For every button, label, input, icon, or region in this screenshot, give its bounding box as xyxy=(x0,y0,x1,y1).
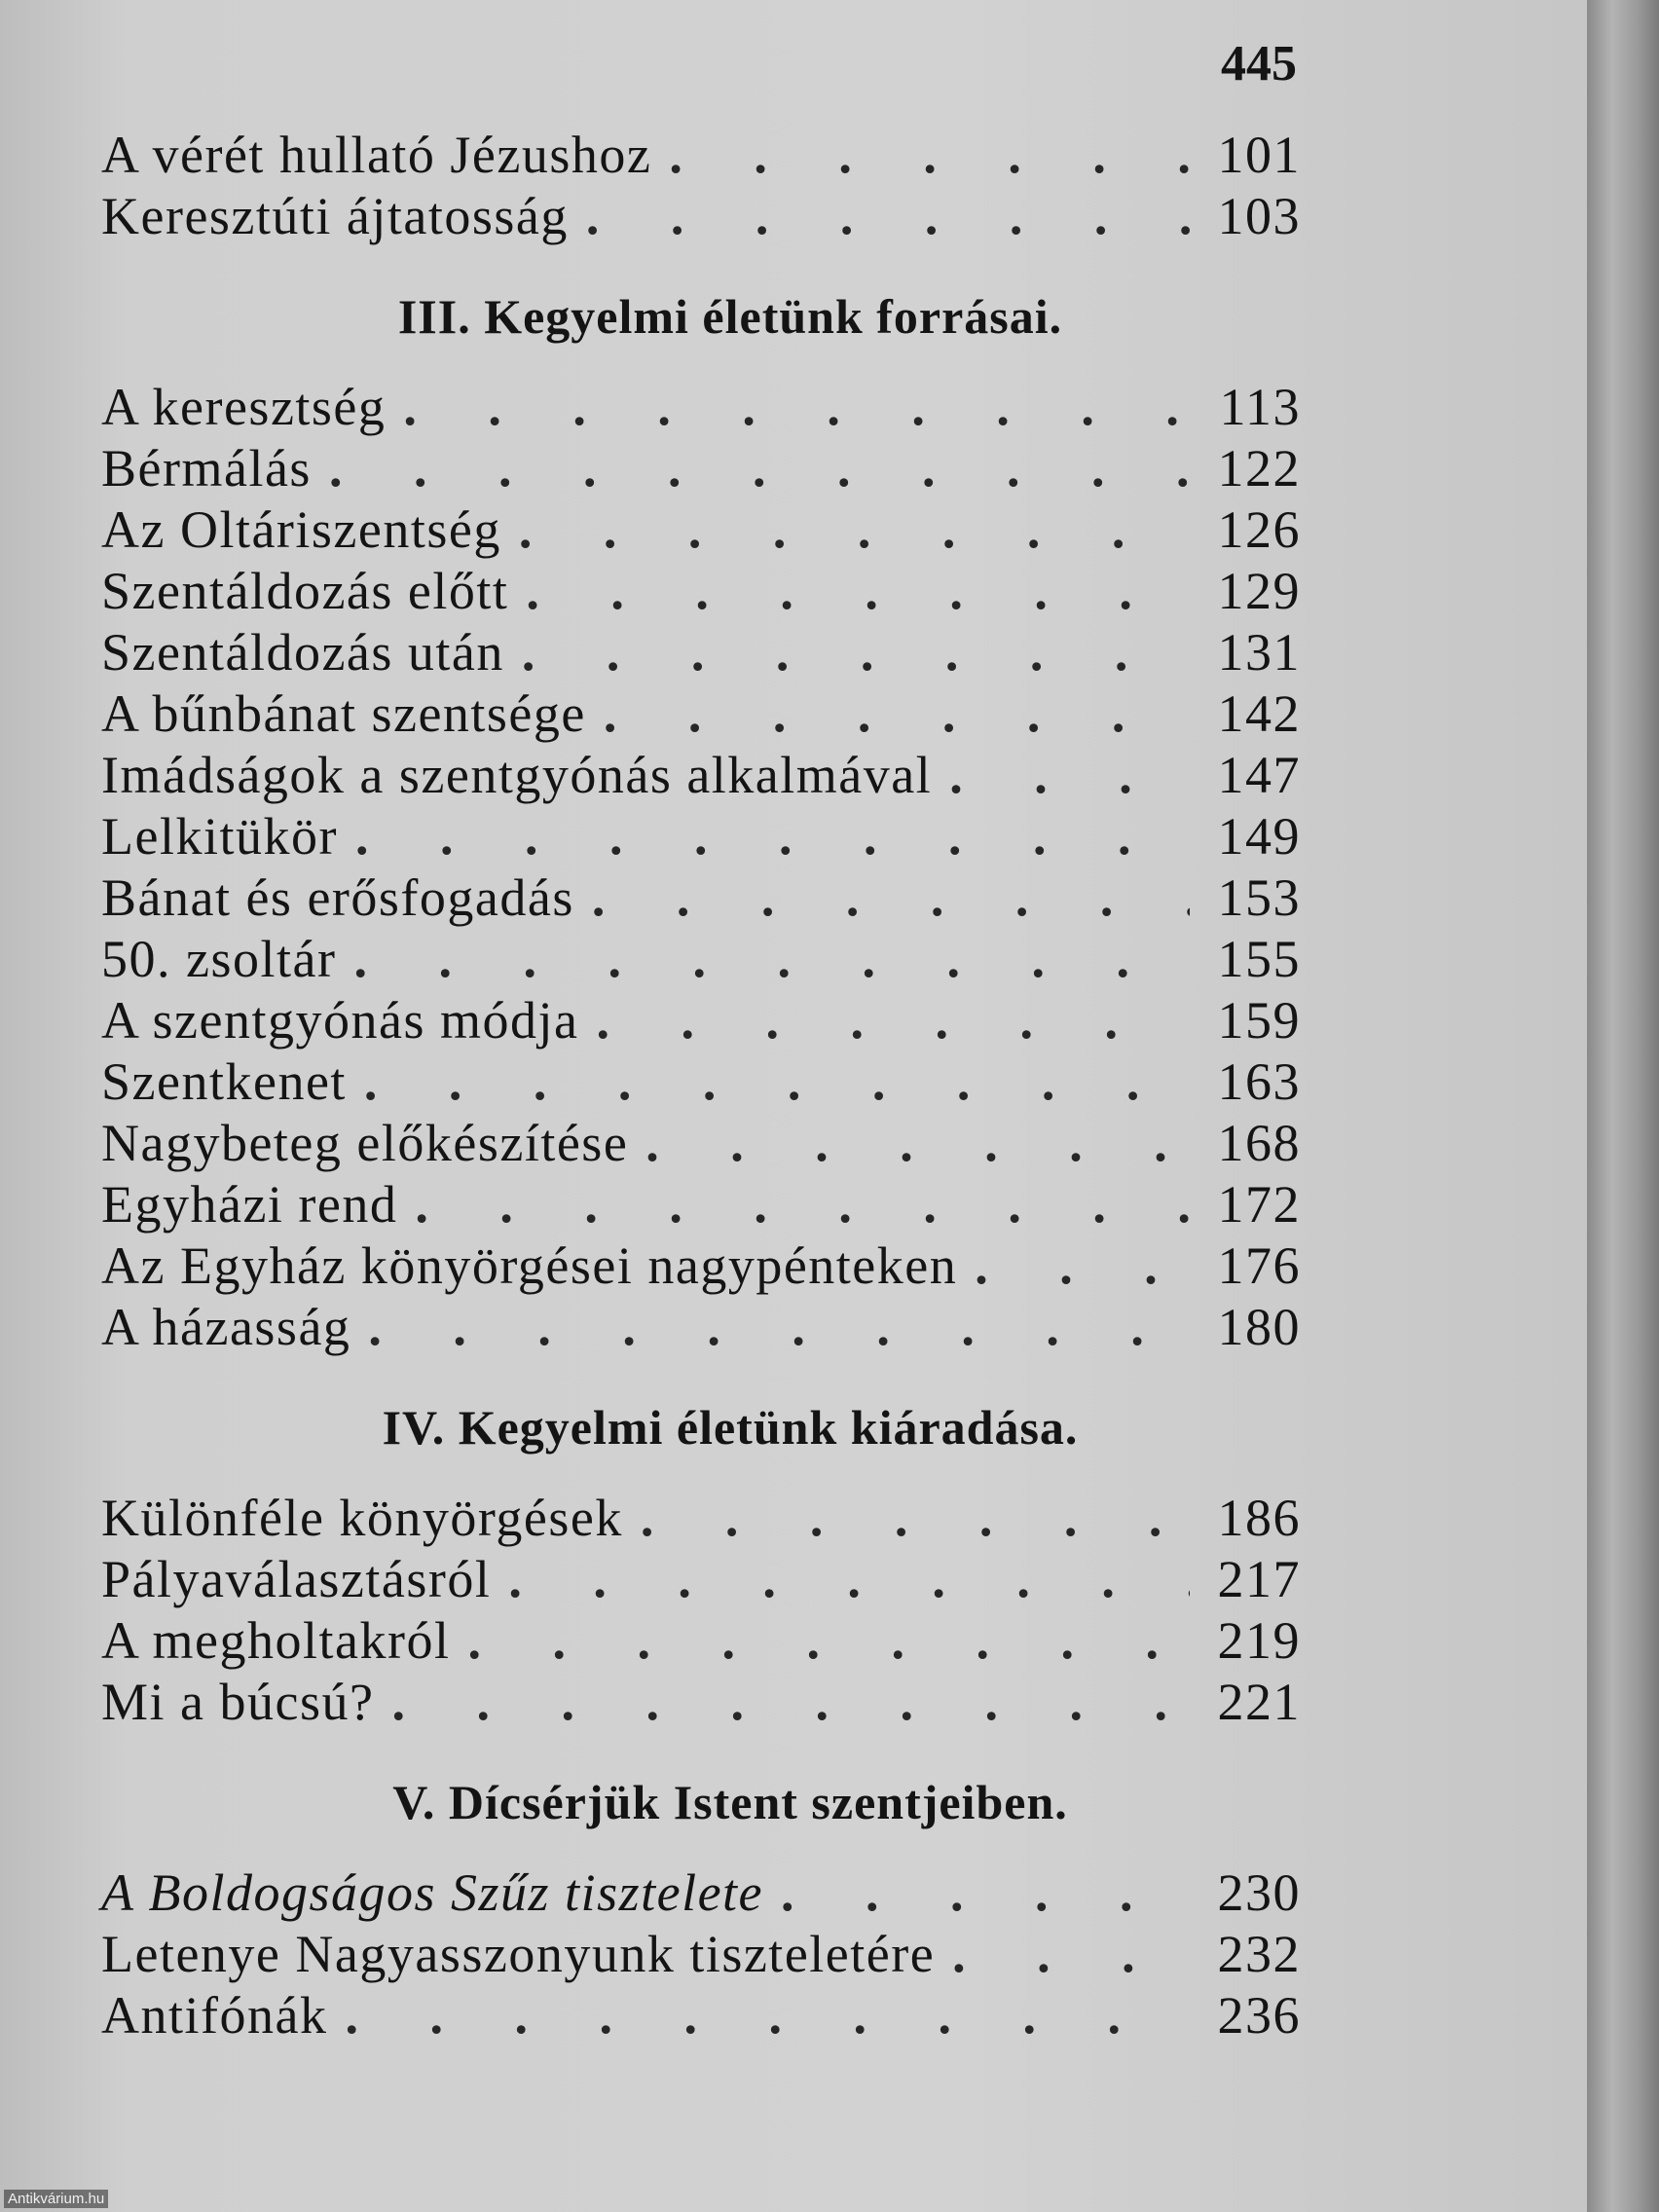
toc-entry-page: 232 xyxy=(1217,1925,1301,1983)
toc-entry xyxy=(101,1488,1301,1549)
toc-entry-page: 155 xyxy=(1217,930,1301,988)
table-of-contents xyxy=(101,125,1301,2046)
toc-entry-title: Különféle könyörgések xyxy=(101,1489,623,1547)
toc-entry-page: 142 xyxy=(1217,684,1301,743)
toc-entry-title: Mi a búcsú? xyxy=(101,1673,375,1731)
leader-dots xyxy=(519,499,1190,561)
toc-entry-title: Lelkitükör xyxy=(101,807,338,866)
toc-entry xyxy=(101,622,1301,683)
toc-entry-title: Szentkenet xyxy=(101,1052,347,1111)
leader-dots xyxy=(669,125,1190,186)
toc-entry xyxy=(101,1985,1301,2046)
leader-dots xyxy=(329,438,1190,499)
toc-entry-title: Imádságok a szentgyónás alkalmával xyxy=(101,746,933,804)
leader-dots xyxy=(467,1610,1190,1672)
leader-dots xyxy=(345,1985,1190,2046)
toc-entry-title: 50. zsoltár xyxy=(101,930,337,988)
leader-dots xyxy=(364,1051,1190,1113)
leader-dots xyxy=(975,1235,1190,1297)
leader-dots xyxy=(415,1174,1190,1235)
toc-entry xyxy=(101,929,1301,990)
toc-entry-title: Bánat és erősfogadás xyxy=(101,868,574,927)
toc-entry-page: 168 xyxy=(1217,1114,1301,1172)
book-spine xyxy=(1587,0,1659,2212)
leader-dots xyxy=(604,683,1190,745)
toc-entry-title: A Boldogságos Szűz tisztelete xyxy=(101,1863,764,1922)
toc-entry xyxy=(101,1051,1301,1113)
page-number: 445 xyxy=(1221,36,1297,92)
toc-entry-page: 176 xyxy=(1217,1236,1301,1295)
toc-entry-title: Bérmálás xyxy=(101,439,312,498)
toc-entry-page: 129 xyxy=(1217,562,1301,620)
section-heading: IV. Kegyelmi életünk kiáradása. xyxy=(382,1400,1079,1455)
leader-dots xyxy=(949,745,1190,806)
toc-entry-title: Az Egyház könyörgései nagypénteken xyxy=(101,1236,958,1295)
section-heading: V. Dícsérjük Istent szentjeiben. xyxy=(392,1775,1068,1829)
toc-entry-title: A vérét hullató Jézushoz xyxy=(101,126,652,184)
leader-dots xyxy=(586,186,1190,247)
leader-dots xyxy=(508,1549,1190,1610)
leader-dots xyxy=(645,1113,1190,1174)
toc-entry-title: A megholtakról xyxy=(101,1611,451,1670)
toc-entry-page: 113 xyxy=(1219,378,1301,436)
toc-entry-page: 163 xyxy=(1217,1052,1301,1111)
toc-entry xyxy=(101,499,1301,561)
leader-dots xyxy=(355,806,1190,867)
leader-dots xyxy=(592,867,1190,929)
toc-entry-page: 219 xyxy=(1217,1611,1301,1670)
toc-entry xyxy=(101,990,1301,1051)
toc-entry-page: 221 xyxy=(1217,1673,1301,1731)
toc-entry xyxy=(101,438,1301,499)
toc-entry-page: 186 xyxy=(1217,1489,1301,1547)
toc-entry xyxy=(101,1235,1301,1297)
toc-entry-title: Nagybeteg előkészítése xyxy=(101,1114,629,1172)
toc-entry-page: 101 xyxy=(1217,126,1301,184)
toc-entry-page: 217 xyxy=(1217,1550,1301,1608)
toc-entry-page: 172 xyxy=(1217,1175,1301,1234)
toc-entry-page: 159 xyxy=(1217,991,1301,1050)
toc-entry-page: 103 xyxy=(1217,187,1301,245)
toc-entry xyxy=(101,1924,1301,1985)
toc-entry-page: 147 xyxy=(1217,746,1301,804)
toc-entry-title: A házasság xyxy=(101,1298,351,1356)
toc-entry xyxy=(101,377,1301,438)
toc-entry xyxy=(101,1297,1301,1358)
toc-entry-title: Letenye Nagyasszonyunk tiszteletére xyxy=(101,1925,936,1983)
toc-entry-title: A keresztség xyxy=(101,378,387,436)
section-heading: III. Kegyelmi életünk forrásai. xyxy=(397,289,1063,344)
toc-entry-page: 153 xyxy=(1217,868,1301,927)
leader-dots xyxy=(641,1488,1190,1549)
toc-entry-page: 230 xyxy=(1217,1863,1301,1922)
toc-entry-title: Keresztúti ájtatosság xyxy=(101,187,569,245)
toc-entry-page: 149 xyxy=(1217,807,1301,866)
toc-entry xyxy=(101,1113,1301,1174)
toc-entry-page: 122 xyxy=(1217,439,1301,498)
leader-dots xyxy=(403,377,1190,438)
toc-entry-title: A szentgyónás módja xyxy=(101,991,579,1050)
toc-entry-page: 126 xyxy=(1217,500,1301,559)
toc-entry xyxy=(101,186,1301,247)
toc-entry xyxy=(101,806,1301,867)
leader-dots xyxy=(368,1297,1190,1358)
toc-entry-page: 180 xyxy=(1217,1298,1301,1356)
toc-entry-title: Antifónák xyxy=(101,1986,328,2045)
toc-entry-page: 236 xyxy=(1217,1986,1301,2045)
toc-entry-title: Az Oltáriszentség xyxy=(101,500,501,559)
toc-entry-title: Szentáldozás után xyxy=(101,623,504,682)
toc-entry xyxy=(101,1174,1301,1235)
toc-entry xyxy=(101,1672,1301,1733)
toc-entry xyxy=(101,683,1301,745)
leader-dots xyxy=(952,1924,1190,1985)
toc-entry-title: Egyházi rend xyxy=(101,1175,398,1234)
toc-entry xyxy=(101,745,1301,806)
toc-entry-title: Pályaválasztásról xyxy=(101,1550,492,1608)
leader-dots xyxy=(353,929,1190,990)
leader-dots xyxy=(526,561,1190,622)
toc-entry xyxy=(101,561,1301,622)
toc-entry xyxy=(101,1862,1301,1924)
leader-dots xyxy=(391,1672,1190,1733)
leader-dots xyxy=(596,990,1190,1051)
toc-entry xyxy=(101,1610,1301,1672)
toc-entry-title: A bűnbánat szentsége xyxy=(101,684,586,743)
toc-entry-page: 131 xyxy=(1217,623,1301,682)
toc-entry-title: Szentáldozás előtt xyxy=(101,562,509,620)
watermark: Antikvárium.hu xyxy=(4,2190,108,2208)
leader-dots xyxy=(781,1862,1190,1924)
toc-entry xyxy=(101,1549,1301,1610)
toc-entry xyxy=(101,125,1301,186)
leader-dots xyxy=(522,622,1190,683)
toc-entry xyxy=(101,867,1301,929)
